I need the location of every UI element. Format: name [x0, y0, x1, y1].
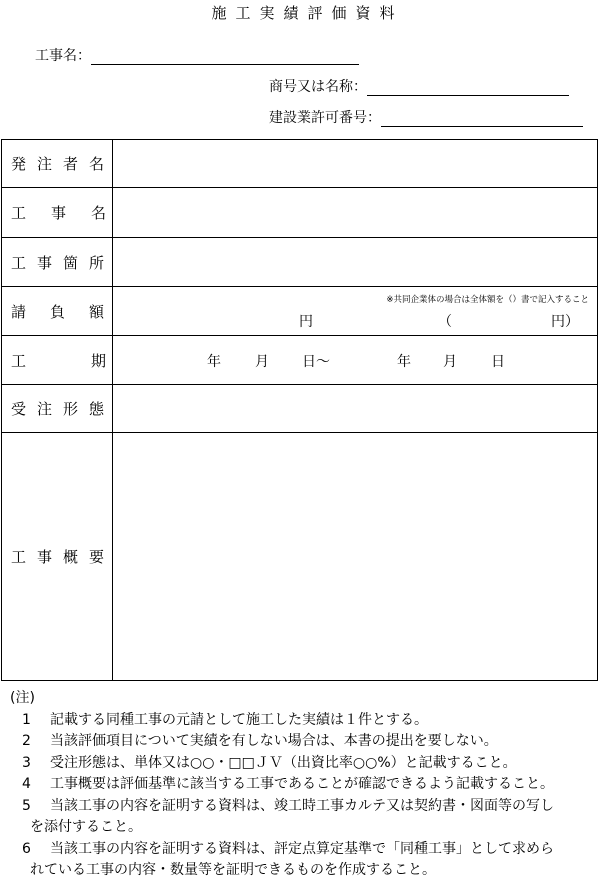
company-field — [269, 76, 569, 96]
location-label: 工 事 箇 所 — [11, 253, 104, 272]
period-label-cell — [2, 336, 113, 385]
period-start-day: 日～ — [302, 353, 330, 370]
project-name-label: 工事名： — [35, 48, 91, 64]
project-name-input-line[interactable] — [91, 48, 359, 65]
note-number: 3 — [22, 754, 31, 771]
project-label-cell — [2, 188, 113, 238]
note-text: 受注形態は、単体又は○○・□□ＪＶ（出資比率○○%）と記載すること。 — [50, 754, 517, 771]
note-text: 当該評価項目について実績を有しない場合は、本書の提出を要しない。 — [50, 733, 498, 749]
company-label: 商号又は名称： — [269, 79, 367, 95]
note-text-continuation: れている工事の内容・数量等を証明できるものを作成すること。 — [30, 862, 436, 878]
row-project — [2, 188, 598, 238]
contract-amount-label: 請 負 額 — [11, 302, 104, 321]
note-text: 工事概要は評価基準に該当する工事であることが確認できるよう記載すること。 — [50, 776, 554, 792]
order-type-value-cell[interactable] — [113, 385, 598, 433]
license-field — [269, 107, 583, 127]
note-number: 5 — [22, 797, 31, 814]
yen-close: 円） — [551, 313, 579, 330]
license-label: 建設業許可番号： — [269, 110, 381, 126]
page-title: 施工実績評価資料 — [211, 4, 404, 22]
order-type-label: 受 注 形 態 — [11, 400, 104, 418]
note-number: 6 — [22, 840, 31, 857]
project-name-field — [35, 45, 359, 65]
row-contract-amount — [2, 287, 598, 336]
yen-unit: 円 — [299, 313, 313, 330]
period-value-cell[interactable] — [113, 336, 598, 385]
location-value-cell[interactable] — [113, 238, 598, 287]
row-location — [2, 238, 598, 287]
orderer-label: 発 注 者 名 — [11, 155, 104, 173]
note-item — [10, 796, 554, 839]
period-start-month: 月 — [255, 353, 269, 370]
note-text: 記載する同種工事の元請として施工した実績は１件とする。 — [50, 711, 428, 728]
note-item — [10, 710, 554, 732]
orderer-label-cell — [2, 140, 113, 188]
row-orderer — [2, 140, 598, 188]
license-input-line[interactable] — [381, 110, 583, 127]
row-order-type — [2, 385, 598, 433]
notes-heading: (注) — [10, 690, 35, 706]
contract-amount-label-cell — [2, 287, 113, 336]
record-table — [1, 139, 598, 681]
overview-value-cell[interactable] — [113, 433, 598, 681]
note-item — [10, 753, 554, 775]
contract-amount-value-cell[interactable] — [113, 287, 598, 336]
note-text: 当該工事の内容を証明する資料は、評定点算定基準で「同種工事」として求めら — [50, 840, 554, 857]
overview-label-cell — [2, 433, 113, 681]
period-start-year: 年 — [207, 353, 221, 370]
paren-open: （ — [438, 313, 452, 330]
row-period — [2, 336, 598, 385]
amount-note: ※共同企業体の場合は全体額を（）書で記入すること — [386, 294, 589, 305]
note-number: 2 — [22, 733, 31, 749]
project-label: 工 事 名 — [11, 204, 106, 222]
note-number: 1 — [22, 711, 31, 728]
period-label: 工 期 — [11, 351, 106, 370]
note-text-continuation: を添付すること。 — [30, 819, 142, 835]
company-input-line[interactable] — [367, 79, 569, 96]
note-item — [10, 731, 554, 753]
overview-label: 工 事 概 要 — [11, 548, 104, 566]
note-text: 当該工事の内容を証明する資料は、竣工時工事カルテ又は契約書・図面等の写し — [50, 797, 554, 814]
period-end-year: 年 — [397, 353, 411, 370]
project-value-cell[interactable] — [113, 188, 598, 238]
note-item — [10, 839, 554, 882]
order-type-label-cell — [2, 385, 113, 433]
location-label-cell — [2, 238, 113, 287]
period-end-month: 月 — [443, 353, 457, 370]
note-item — [10, 774, 554, 796]
row-overview — [2, 433, 598, 681]
note-number: 4 — [22, 776, 31, 792]
period-end-day: 日 — [491, 353, 505, 370]
orderer-value-cell[interactable] — [113, 140, 598, 188]
notes-section — [10, 688, 554, 882]
